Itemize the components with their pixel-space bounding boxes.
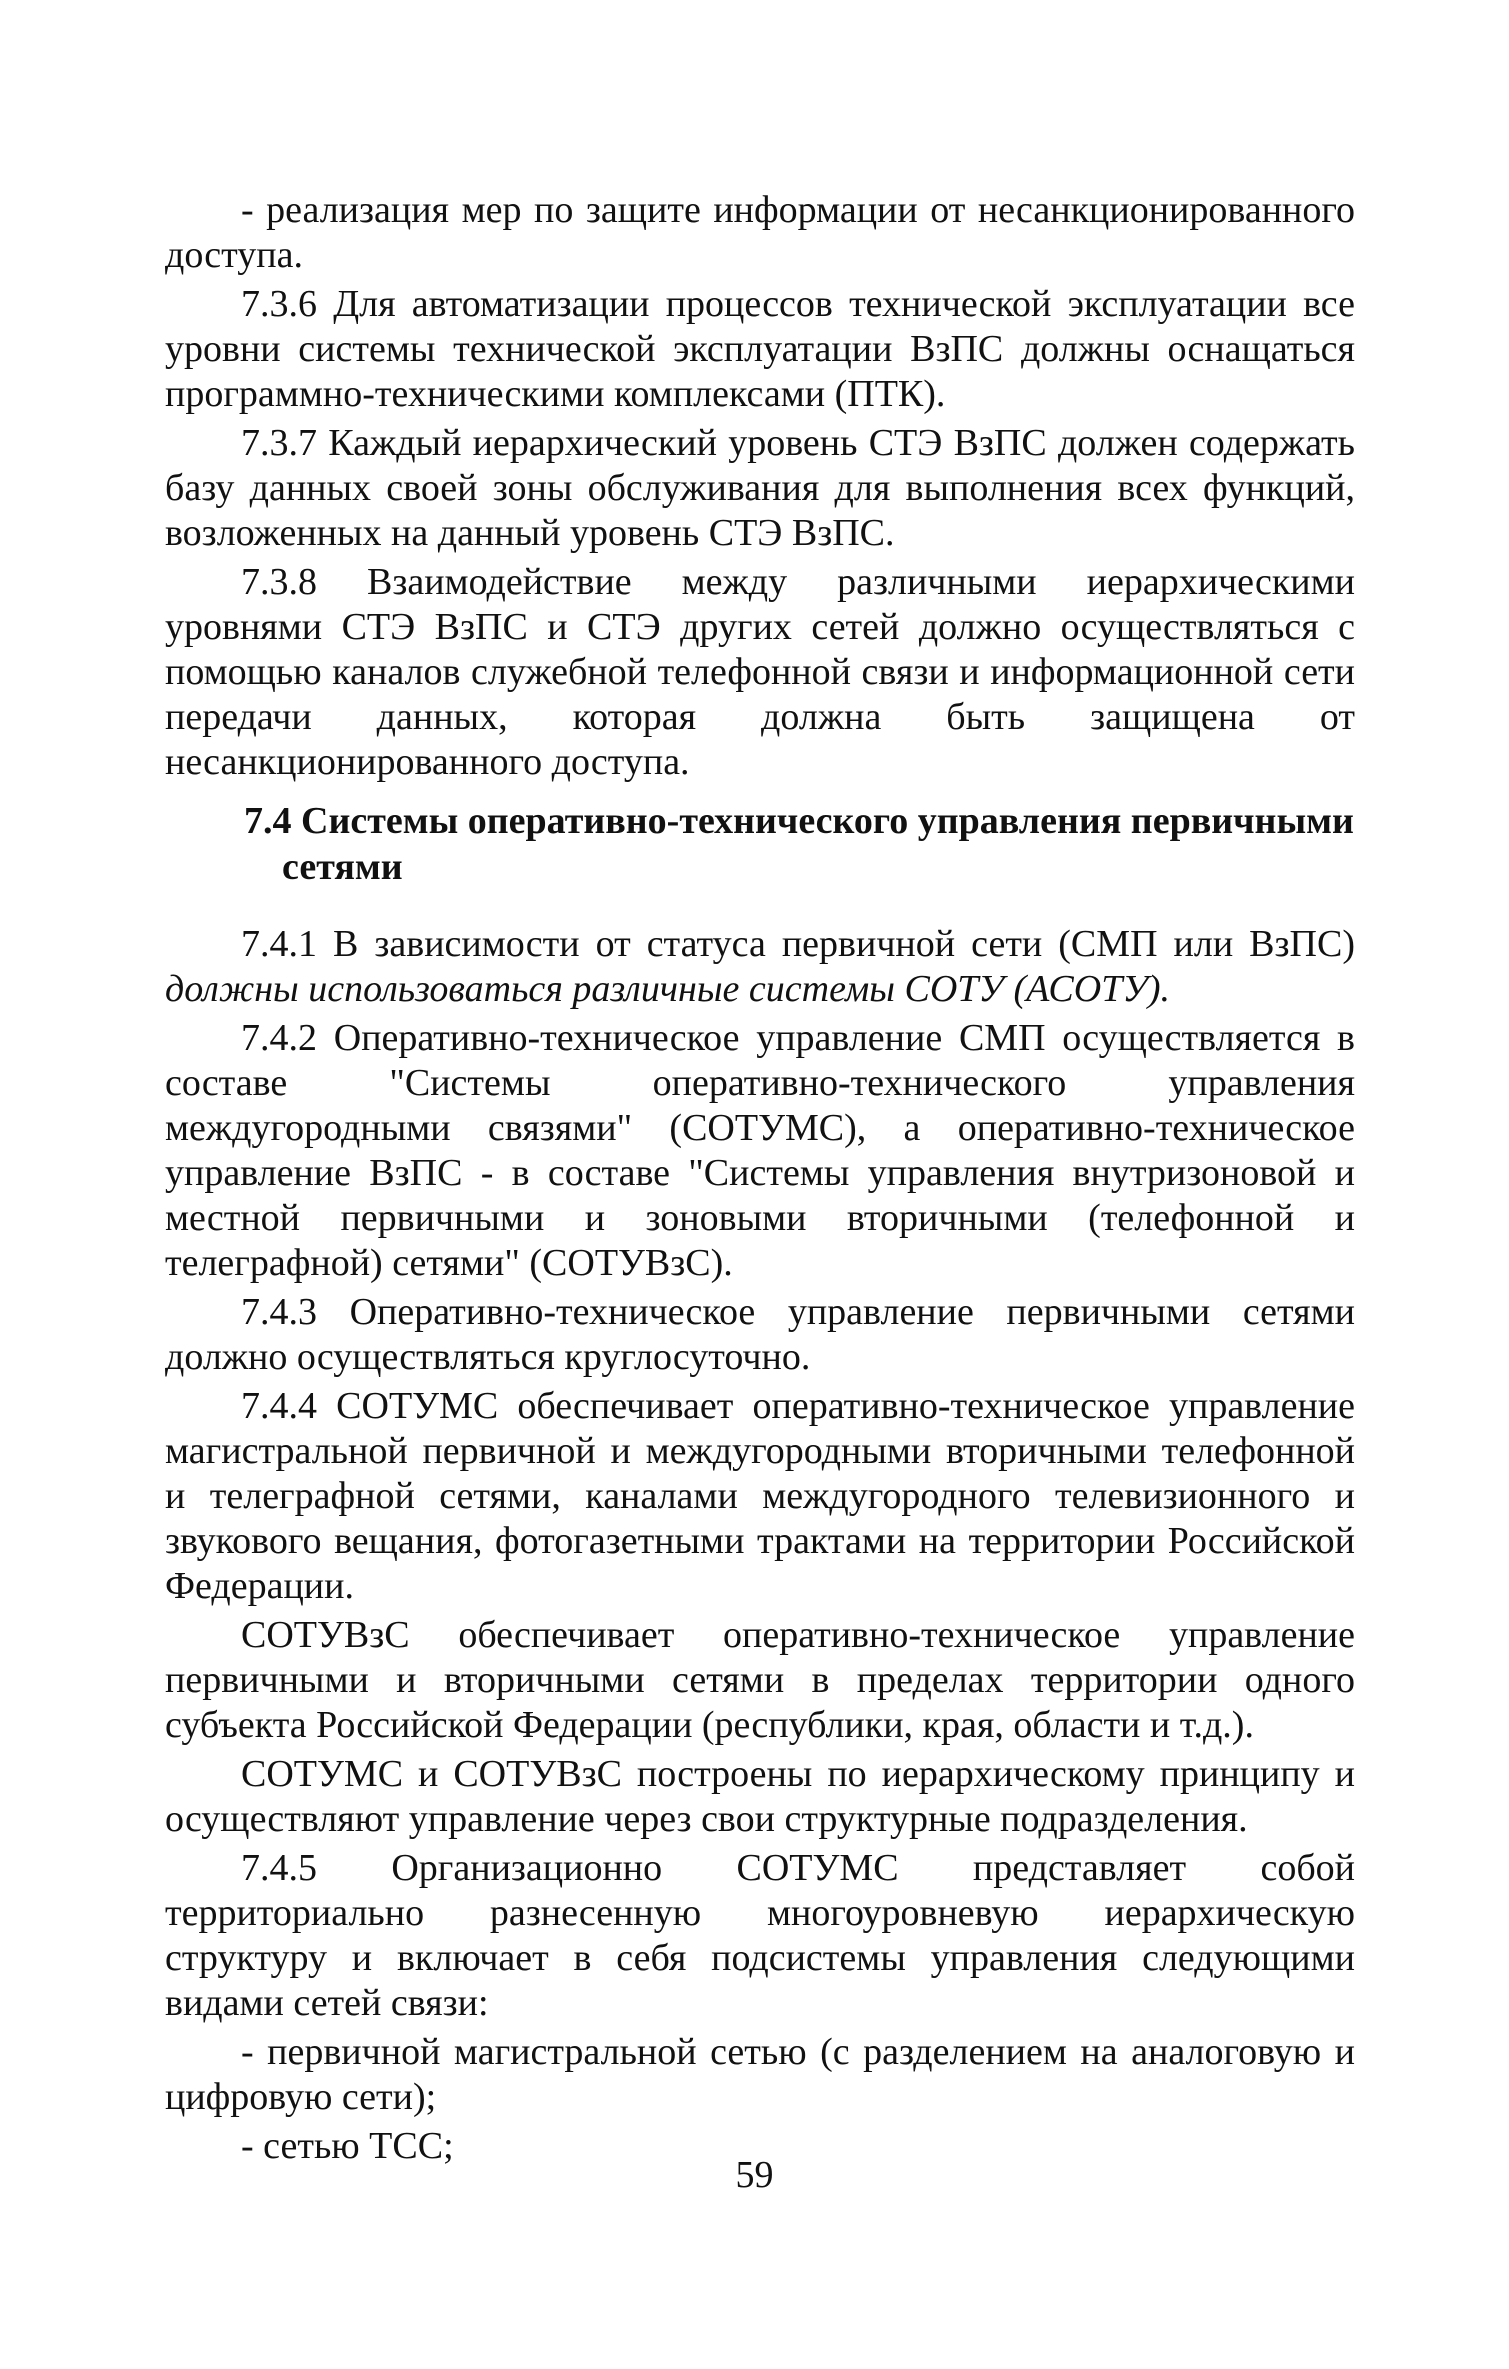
- top-text-block: [165, 188, 1355, 785]
- paragraph-7-4-2: 7.4.2 Оперативно-техническое управление СМП осуществляется в составе "Системы оперативно-технического управления междугородными связями" (СОТУМС), а оперативно-техническое управление ВзПС - в составе "Системы управления внутризоновой и местной первичными и зоновыми вторичными (телефонной и телеграфной) сетями" (СОТУВзС).: [165, 1017, 1355, 1284]
- paragraph-7-4-1: [165, 922, 1355, 1012]
- paragraph-access-protection: - реализация мер по защите информации от несанкционированного доступа.: [165, 189, 1355, 276]
- paragraph-7-4-1-start: 7.4.1 В зависимости от статуса первичной сети (СМП или ВзПС): [241, 923, 1355, 965]
- section-heading-line1: 7.4 Системы оперативно-технического управления первичными: [244, 800, 1354, 842]
- section-text-block: [165, 922, 1355, 2169]
- section-heading-7-4: [244, 798, 1355, 890]
- paragraph-7-4-5: 7.4.5 Организационно СОТУМС представляет собой территориально разнесенную многоуровневую иерархическую структуру и включает в себя подсистемы управления следующими видами сетей связи:: [165, 1847, 1355, 2024]
- paragraph-7-4-1-italic: должны использоваться различные системы СОТУ (АСОТУ).: [165, 968, 1171, 1010]
- paragraph-7-3-6: 7.3.6 Для автоматизации процессов технической эксплуатации все уровни системы технической эксплуатации ВзПС должны оснащаться программно-техническими комплексами (ПТК).: [165, 283, 1355, 415]
- paragraph-hierarchy: СОТУМС и СОТУВзС построены по иерархическому принципу и осуществляют управление через свои структурные подразделения.: [165, 1753, 1355, 1840]
- paragraph-7-3-7: 7.3.7 Каждый иерархический уровень СТЭ ВзПС должен содержать базу данных своей зоны обслуживания для выполнения всех функций, возложенных на данный уровень СТЭ ВзПС.: [165, 422, 1355, 554]
- list-item-primary-network: - первичной магистральной сетью (с разделением на аналоговую и цифровую сети);: [165, 2031, 1355, 2118]
- paragraph-sotuvzs: СОТУВзС обеспечивает оперативно-техническое управление первичными и вторичными сетями в пределах территории одного субъекта Российской Федерации (республики, края, области и т.д.).: [165, 1614, 1355, 1746]
- section-heading-line2: сетями: [282, 846, 403, 888]
- list-item-tss-network: - сетью ТСС;: [241, 2125, 454, 2167]
- page-number: 59: [735, 2154, 774, 2196]
- paragraph-7-3-8: 7.3.8 Взаимодействие между различными иерархическими уровнями СТЭ ВзПС и СТЭ других сетей должно осуществляться с помощью каналов служебной телефонной связи и информационной сети передачи данных, которая должна быть защищена от несанкционированного доступа.: [165, 561, 1355, 783]
- paragraph-7-4-4: 7.4.4 СОТУМС обеспечивает оперативно-техническое управление магистральной первичной и междугородными вторичными телефонной и телеграфной сетями, каналами междугородного телевизионного и звукового вещания, фотогазетными трактами на территории Российской Федерации.: [165, 1385, 1355, 1607]
- paragraph-7-4-3: 7.4.3 Оперативно-техническое управление первичными сетями должно осуществляться круглосуточно.: [165, 1291, 1355, 1378]
